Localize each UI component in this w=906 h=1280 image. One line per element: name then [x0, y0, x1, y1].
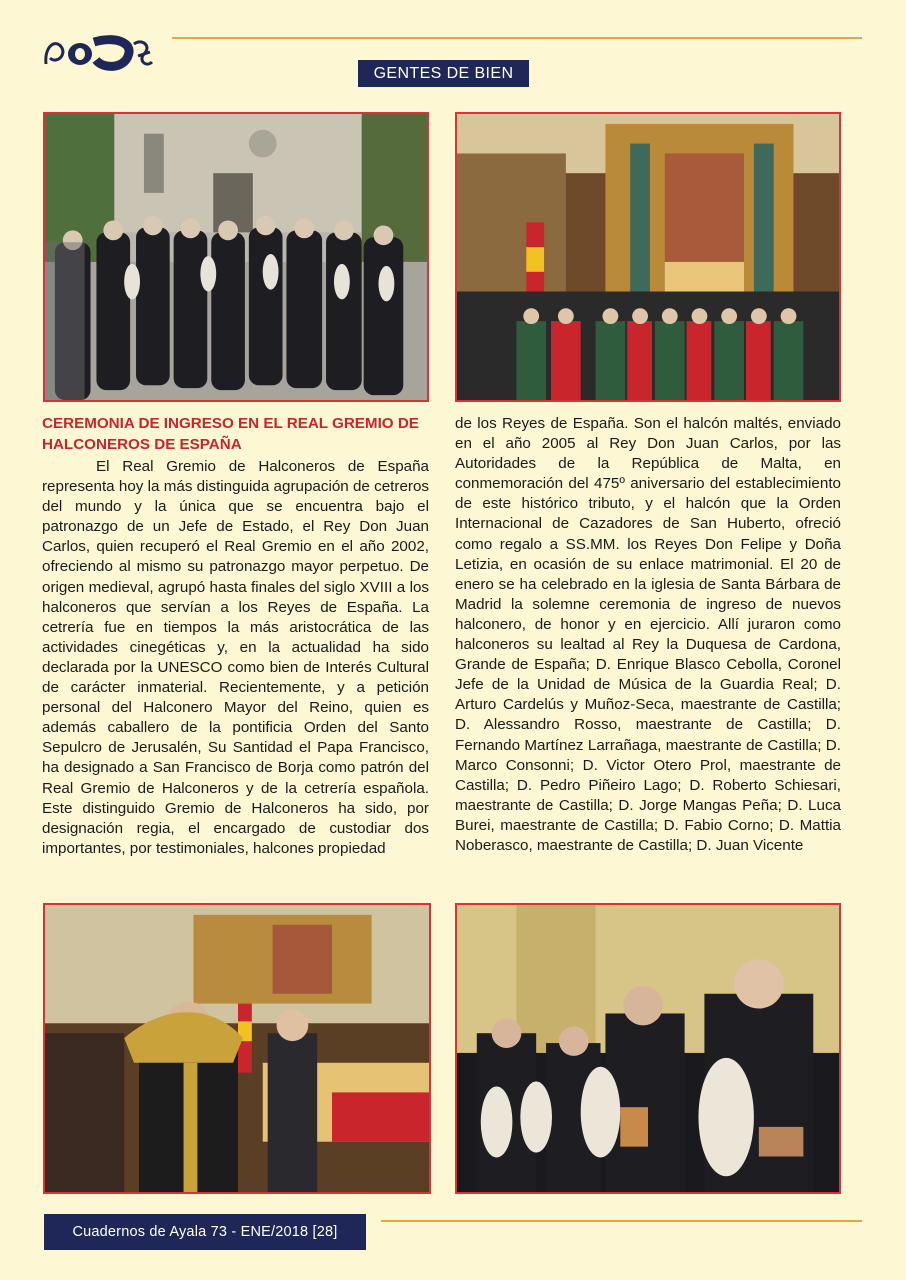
article-column-2 — [455, 414, 841, 856]
photo-falconers-with-falcons — [455, 903, 841, 1194]
article-body-column-1: El Real Gremio de Halconeros de España representa hoy la más distinguida agrupación de cetreros del mundo y la única que se encuentra bajo el patronazgo de un Jefe de Estado, el Rey Don Juan Carlos, quien recuperó el Real Gremio en el año 2002, ofreciendo al mismo su patronazgo mayor perpetuo. De origen medieval, agrupó hasta finales del siglo XVIII a los halconeros que servían a los Reyes de España. La cetrería fue en tiempos la más aristocrática de las actividades cinegéticas y, en la actualidad ha sido declarada por la UNESCO como bien de Interés Cultural de carácter inmaterial. Recientemente, y a petición personal del Halconero Mayor del Reino, quien es además caballero de la pontificia Orden del Santo Sepulcro de Jerusalén, Su Santidad el Papa Francisco, ha designado a San Francisco de Borja como patrón del Real Gremio de Halconeros y de la cetrería española. Este distinguido Gremio de Halconeros ha sido, por designación regia, el encargado de custodiar dos importantes, por testimoniales, halcones propiedad — [42, 458, 429, 857]
photo-altar-ceremony — [455, 112, 841, 402]
footer-publication: Cuadernos de Ayala 73 - ENE/2018 [28] — [44, 1214, 366, 1250]
section-title: GENTES DE BIEN — [358, 60, 529, 87]
calligraphic-logo-icon — [42, 34, 154, 74]
article-headline: CEREMONIA DE INGRESO EN EL REAL GREMIO DE HALCONEROS DE ESPAÑA — [42, 415, 419, 453]
photo-icon — [457, 905, 839, 1192]
bottom-divider — [381, 1220, 862, 1222]
article-body-column-2: de los Reyes de España. Son el halcón maltés, enviado en el año 2005 al Rey Don Juan Carlos, por las Autoridades de la República de Malta, en conmemoración del 475º aniversario del establecimiento de este histórico tributo, y el halcón que la Orden Internacional de Cazadores de San Huberto, ofreció como regalo a SS.MM. los Reyes Don Felipe y Doña Letizia, en ocasión de su enlace matrimonial. El 20 de enero se ha celebrado en la iglesia de Santa Bárbara de Madrid la solemne ceremonia de ingreso de nuevos halconero, de honor y en ejercicio. Allí juraron como halconeros su lealtad al Rey la Duquesa de Cardona, Grande de España; D. Enrique Blasco Cebolla, Coronel Jefe de la Unidad de Música de la Guardia Real; D. Arturo Cardelús y Muñoz-Seca, maestrante de Castilla; D. Alessandro Rosso, maestrante de Castilla; D. Fernando Martínez Larrañaga, maestrante de Castilla; D. Marco Consonni; D. Victor Otero Prol, maestrante de Castilla; D. Pedro Piñeiro Lago; D. Roberto Schiesari, maestrante de Castilla; D. Jorge Mangas Peña; D. Luca Burei, maestrante de Castilla; D. Fabio Corno; D. Mattia Noberasco, maestrante de Castilla; D. Juan Vicente — [455, 415, 841, 854]
photo-icon — [457, 114, 839, 400]
photo-lectern-speaker — [43, 903, 431, 1194]
top-divider — [172, 37, 862, 39]
photo-icon — [45, 114, 427, 400]
photo-falconers-outside-church — [43, 112, 429, 402]
photo-icon — [45, 905, 429, 1192]
article-column-1 — [42, 414, 429, 859]
